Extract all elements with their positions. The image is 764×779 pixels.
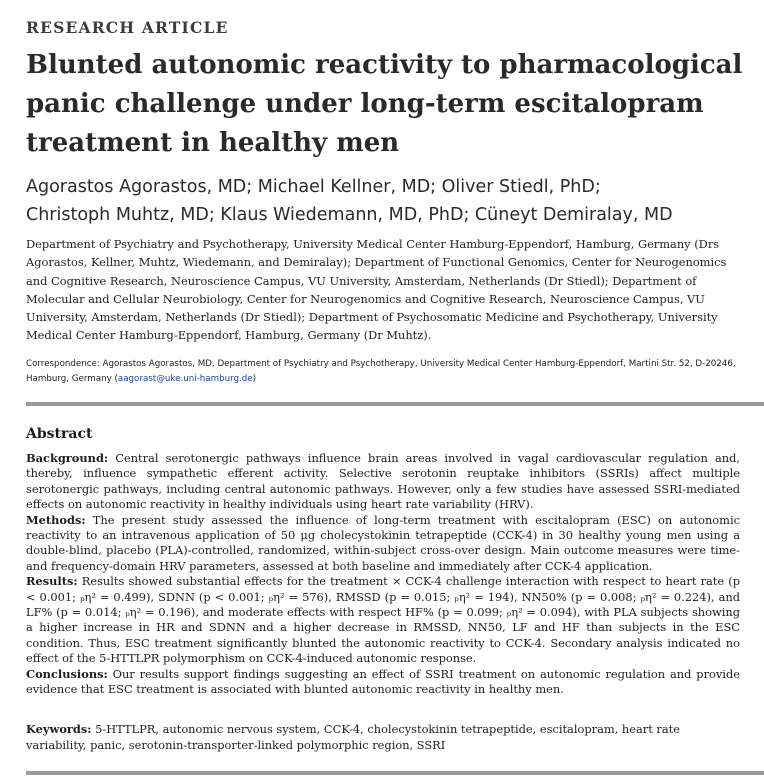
results-text: Results showed substantial effects for the treatment × CCK-4 challenge interaction with respect to heart rate (p < 0.001; ₚη² = 0.499), SDNN (p < 0.001; ₚη² = 576), RMSSD (p = 0.015; ₚη² = 194), NN50% (p = 0.008; ₚη² = 0.224), and LF% (p = 0.014; ₚη² = 0.196), and moderate effects with respect HF% (p = 0.099; ₚη² = 0.094), with PLA subjects showing a higher increase in HR and SDNN and a higher decrease in RMSSD, NN50, LF and HF than subjects in the ESC condition. Thus, ESC treatment significantly blunted the autonomic reactivity to CCK-4. Secondary analysis indicated no effect of the 5-HTTLPR polymorphism on CCK-4-induced autonomic response.	[26, 574, 740, 666]
correspondence	[26, 357, 742, 387]
divider-top	[26, 402, 764, 406]
methods-label: Methods:	[26, 512, 86, 527]
author-list	[26, 173, 746, 229]
conclusions-label: Conclusions:	[26, 666, 108, 681]
correspondence-close: )	[252, 374, 257, 384]
background-text: Central serotonergic pathways influence brain areas involved in vagal cardiovascular regulation and, thereby, influence sympathetic efferent activity. Selective serotonin reuptake inhibitors (SSRIs) affect multiple serotonergic pathways, including central autonomic pathways. However, only a few studies have assessed SSRI-mediated effects on autonomic reactivity in healthy individuals using heart rate variability (HRV).	[26, 451, 740, 512]
affiliations: Department of Psychiatry and Psychotherapy, University Medical Center Hamburg-Eppendorf, Hamburg, Germany (Drs Agorastos, Kellner, Muhtz, Wiedemann, and Demiralay); Department of Functional Genomics, Center for Neurogenomics and Cognitive Research, Neuroscience Campus, VU University, Amsterdam, Netherlands (Dr Stiedl); Department of Molecular and Cellular Neurobiology, Center for Neurogenomics and Cognitive Research, Neuroscience Campus, VU University, Amsterdam, Netherlands (Dr Stiedl); Department of Psychosomatic Medicine and Psychotherapy, University Medical Center Hamburg-Eppendorf, Hamburg, Germany (Dr Muhtz).	[26, 237, 727, 343]
keywords-text: 5-HTTLPR, autonomic nervous system, CCK-4, cholecystokinin tetrapeptide, escitalopram, heart rate variability, panic, serotonin-transporter-linked polymorphic region, SSRI	[26, 722, 680, 752]
conclusions-text: Our results support findings suggesting an effect of SSRI treatment on autonomic regulation and provide evidence that ESC treatment is associated with blunted autonomic reactivity in healthy men.	[26, 666, 740, 697]
keywords	[26, 722, 740, 753]
section-label: RESEARCH ARTICLE	[26, 18, 229, 37]
correspondence-text: Correspondence: Agorastos Agorastos, MD, Department of Psychiatry and Psychotherapy, University Medical Center Hamburg-Eppendorf, Martini Str. 52, D-20246, Hamburg, Germany (	[26, 359, 736, 384]
authors-line-2: Christoph Muhtz, MD; Klaus Wiedemann, MD, PhD; Cüneyt Demiralay, MD	[26, 205, 673, 225]
authors-line-1: Agorastos Agorastos, MD; Michael Kellner, MD; Oliver Stiedl, PhD;	[26, 177, 601, 197]
results-label: Results:	[26, 574, 78, 589]
background-label: Background:	[26, 451, 109, 465]
abstract-results	[26, 574, 740, 666]
abstract-heading: Abstract	[26, 426, 93, 442]
article-title: Blunted autonomic reactivity to pharmacological panic challenge under long-term escitalopram treatment in healthy men	[26, 50, 743, 158]
abstract-background	[26, 451, 740, 513]
divider-bottom	[26, 771, 764, 775]
abstract-body	[26, 451, 740, 698]
correspondence-email-link[interactable]: aagorast@uke.uni-hamburg.de	[117, 374, 253, 384]
methods-text: The present study assessed the influence of long-term treatment with escitalopram (ESC) on autonomic reactivity to an intravenous application of 50 μg cholecystokinin tetrapeptide (CCK-4) in 30 healthy young men using a double-blind, placebo (PLA)-controlled, randomized, within-subject cross-over design. Main outcome measures were time- and frequency-domain HRV parameters, assessed at both baseline and immediately after CCK-4 application.	[26, 512, 740, 573]
keywords-label: Keywords:	[26, 722, 92, 736]
abstract-conclusions	[26, 667, 740, 698]
abstract-methods	[26, 513, 740, 575]
